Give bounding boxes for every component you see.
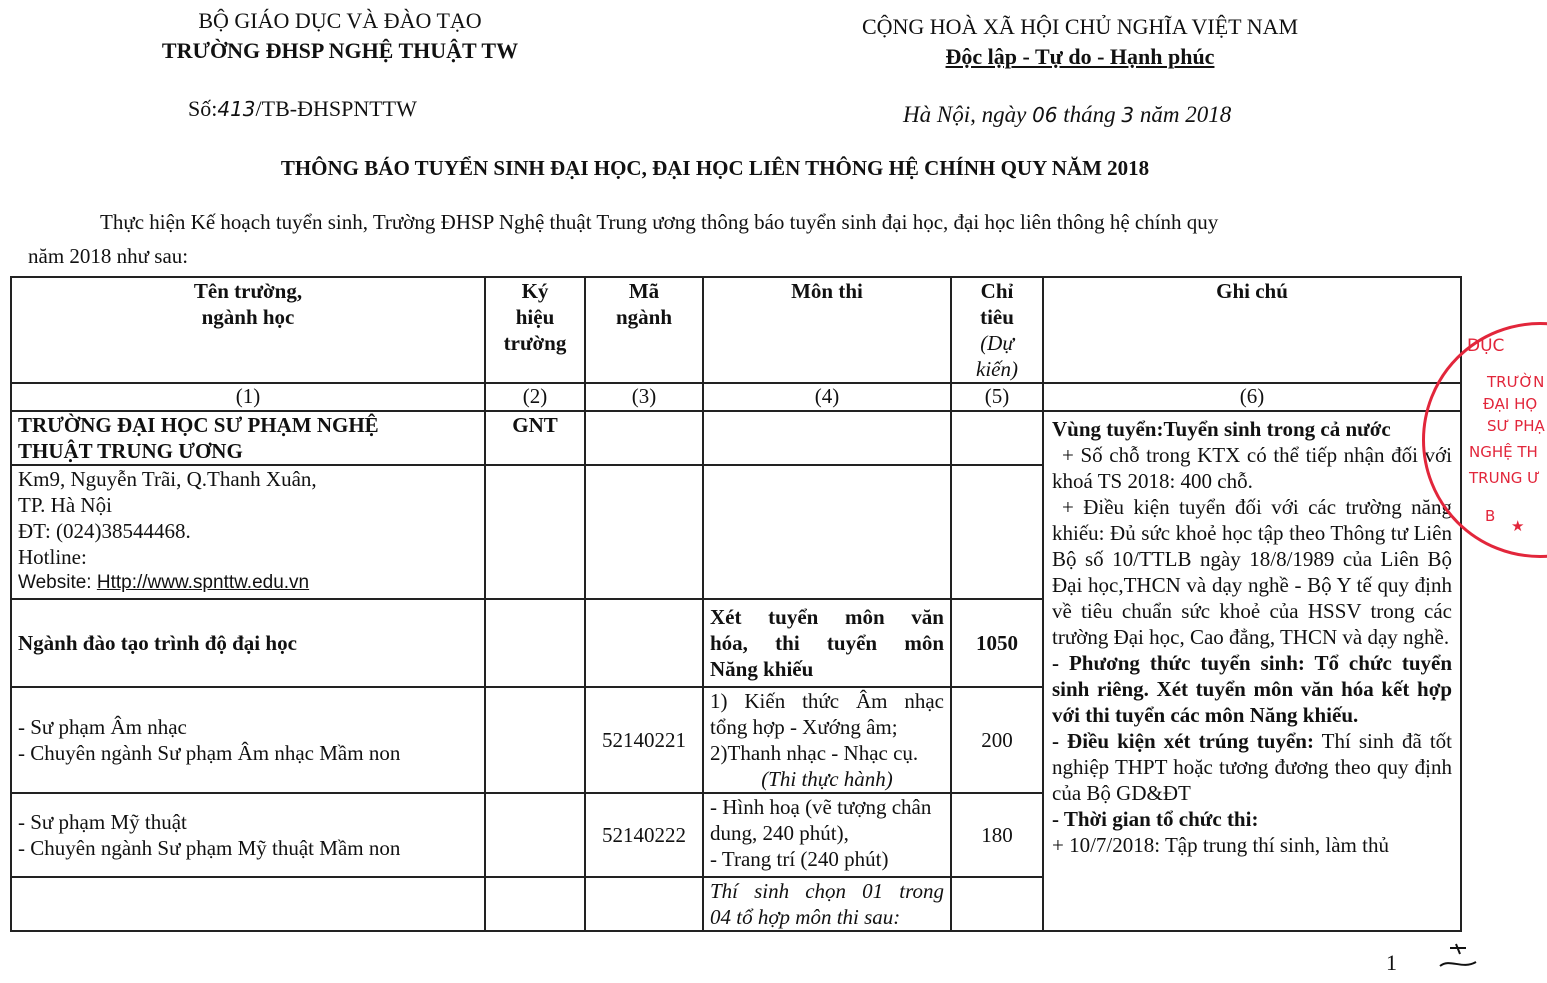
header-major-code: Mã ngành [585,277,703,383]
empty-cell [585,411,703,465]
date-day: 06 [1032,103,1058,127]
column-number-row [11,383,1461,411]
empty-cell [485,687,585,793]
empty-cell [485,877,585,931]
country-name: CỘNG HOÀ XÃ HỘI CHỦ NGHĨA VIỆT NAM [861,14,1299,39]
hotline: Hotline: [18,545,87,569]
header-school-code: Ký hiệu trường [485,277,585,383]
note-time-1: + 10/7/2018: Tập trung thí sinh, làm thủ [1052,833,1389,857]
empty-cell [485,599,585,687]
level-quota-cell: 1050 [951,599,1043,687]
date-month: 3 [1121,103,1135,127]
table-header-row [11,277,1461,383]
empty-cell [951,411,1043,465]
art-code-cell: 52140222 [585,793,703,877]
page-number: 1 [1386,950,1397,975]
art-major-cell: - Sư phạm Mỹ thuật - Chuyên ngành Sư phạm Mỹ thuật Mầm non [11,793,485,877]
doc-no-handwritten: 413 [217,97,256,121]
intro-line-1: Thực hiện Kế hoạch tuyển sinh, Trường ĐHSP Nghệ thuật Trung ương thông báo tuyển sinh đại học, đại học liên thông hệ chính quy [100,210,1219,234]
level-exam-cell: Xét tuyển môn văn hóa, thi tuyển môn Năng khiếu [703,599,951,687]
header-school-major: Tên trường, ngành học [11,277,485,383]
note-condition: + Điều kiện tuyển đối với các trường năng khiếu: Đủ sức khoẻ học tập theo Thông tư Liên Bộ số 10/TTLB ngày 18/8/1989 của Liên Bộ Đại học,THCN và dạy nghề - Bộ Y tế quy định về tiêu chuẩn sức khoẻ của HSSV trong các trường Đại học, Cao đẳng, THCN và dạy nghề. [1052,495,1452,649]
document-number [188,96,417,122]
empty-cell [485,793,585,877]
ministry-name: BỘ GIÁO DỤC VÀ ĐÀO TẠO [198,8,482,33]
art-quota-cell: 180 [951,793,1043,877]
music-exam-cell: 1) Kiến thức Âm nhạc tổng hợp - Xướng âm; 2)Thanh nhạc - Nhạc cụ. (Thi thực hành) [703,687,951,793]
address-line-1: Km9, Nguyễn Trãi, Q.Thanh Xuân, [18,467,317,491]
initials-signature-icon [1436,940,1480,976]
table-row-school [11,411,1461,465]
col-number-5: (5) [951,383,1043,411]
empty-cell [485,465,585,599]
address-line-2: TP. Hà Nội [18,493,112,517]
music-major-cell: - Sư phạm Âm nhạc - Chuyên ngành Sư phạm Âm nhạc Mầm non [11,687,485,793]
intro-line-2: năm 2018 như sau: [28,244,189,268]
doc-no-prefix: Số: [188,96,218,121]
document-title: THÔNG BÁO TUYỂN SINH ĐẠI HỌC, ĐẠI HỌC LIÊN THÔNG HỆ CHÍNH QUY NĂM 2018 [280,156,1150,180]
date-part-3: năm 2018 [1139,102,1232,127]
empty-cell [11,877,485,931]
notes-cell [1043,411,1461,931]
empty-cell [703,465,951,599]
empty-cell [951,877,1043,931]
col-number-3: (3) [585,383,703,411]
col-number-4: (4) [703,383,951,411]
document-date [903,102,1231,128]
empty-cell [951,465,1043,599]
admission-table [10,276,1462,932]
note-admit: - Điều kiện xét trúng tuyển: Thí sinh đã tốt nghiệp THPT hoặc tương đương theo quy định của Bộ GD&ĐT [1052,729,1452,805]
header-quota: Chỉ tiêu (Dự kiến) [951,277,1043,383]
school-name-cell: TRƯỜNG ĐẠI HỌC SƯ PHẠM NGHỆ THUẬT TRUNG ƯƠNG [11,411,485,465]
website-link[interactable]: Http://www.spnttw.edu.vn [96,572,310,593]
doc-no-suffix: /TB-ĐHSPNTTW [255,96,417,121]
level-name-cell: Ngành đào tạo trình độ đại học [11,599,485,687]
art-exam-cell: - Hình hoạ (vẽ tượng chân dung, 240 phút), - Trang trí (240 phút) [703,793,951,877]
col-number-1: (1) [11,383,485,411]
empty-cell [585,599,703,687]
note-method: - Phương thức tuyển sinh: Tổ chức tuyển sinh riêng. Xét tuyển môn văn hóa kết hợp với thi tuyển các môn Năng khiếu. [1052,651,1452,727]
empty-cell [585,877,703,931]
school-seal-stamp: DỤC TRƯỜN ĐẠI HỌ SƯ PHẠ NGHỆ TH TRUNG Ư B ★ [1422,322,1547,558]
date-part-2: tháng [1063,102,1116,127]
header-exam-subjects: Môn thi [703,277,951,383]
school-code-cell: GNT [485,411,585,465]
school-name-header: TRƯỜNG ĐHSP NGHỆ THUẬT TW [161,38,519,63]
national-motto: Độc lập - Tự do - Hạnh phúc [945,44,1215,69]
website-line: Website: Http://www.spnttw.edu.vn [18,572,310,593]
date-part-1: Hà Nội, ngày [903,102,1027,127]
choose-exam-cell: Thí sinh chọn 01 trong 04 tổ hợp môn thi sau: [703,877,951,931]
note-time: - Thời gian tổ chức thi: [1052,807,1259,831]
col-number-2: (2) [485,383,585,411]
music-quota-cell: 200 [951,687,1043,793]
phone: ĐT: (024)38544468. [18,519,191,543]
empty-cell [703,411,951,465]
note-region: Vùng tuyển:Tuyển sinh trong cả nước [1052,417,1391,441]
note-dorm: + Số chỗ trong KTX có thể tiếp nhận đối với khoá TS 2018: 400 chỗ. [1052,443,1452,493]
music-code-cell: 52140221 [585,687,703,793]
empty-cell [585,465,703,599]
col-number-6: (6) [1043,383,1461,411]
address-cell [11,465,485,599]
header-notes: Ghi chú [1043,277,1461,383]
